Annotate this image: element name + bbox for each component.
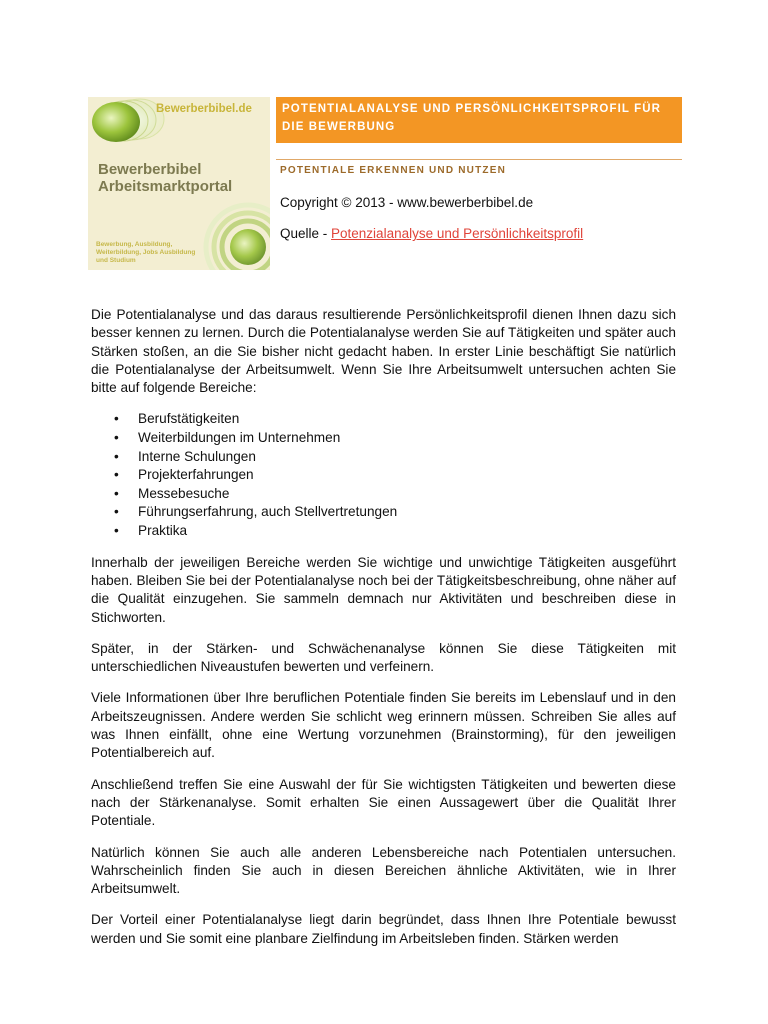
list-item: • Praktika — [138, 522, 676, 541]
logo-tagline: Bewerbung, Ausbildung, Weiterbildung, Jobs Ausbildung und Studium — [96, 241, 196, 264]
bewerberbibel-logo — [88, 97, 270, 270]
intro-paragraph: Die Potentialanalyse und das daraus resultierende Persönlichkeitsprofil dienen Ihnen dazu sich besser kennen zu lernen. Durch die Potentialanalyse werden Sie auf Tätigkeiten und später auch Stärken stoßen, an die Sie bisher nicht gedacht haben. In erster Linie beschäftigt Sie natürlich die Potentialanalyse der Arbeitsumwelt. Wenn Sie Ihre Arbeitsumwelt untersuchen achten Sie bitte auf folgende Bereiche: — [91, 307, 676, 396]
source-label: Quelle - — [280, 226, 332, 241]
paragraph-4: Viele Informationen über Ihre beruflichen Potentiale finden Sie bereits im Lebenslauf und in den Arbeitszeugnissen. Andere werden Sie schlicht weg erinnern müssen. Schreiben Sie alles auf was Ihnen einfällt, ohne eine Wertung vorzunehmen (Brainstorming), für den jeweiligen Potentialbereich auf. — [91, 690, 676, 761]
logo-title-line1: Bewerberbibel — [98, 161, 202, 178]
list-item: • Projekterfahrungen — [138, 466, 676, 485]
logo-title — [98, 161, 232, 195]
list-item: • Weiterbildungen im Unternehmen — [138, 429, 676, 448]
subheading: POTENTIALE ERKENNEN UND NUTZEN — [276, 159, 682, 176]
logo-title-line2: Arbeitsmarktportal — [98, 178, 233, 195]
source-link[interactable]: Potenzialanalyse und Persönlichkeitsprofil — [331, 226, 584, 241]
body-text — [91, 306, 676, 961]
list-item: • Berufstätigkeiten — [138, 410, 676, 429]
logo-url-text: Bewerberbibel.de — [156, 103, 252, 115]
paragraph-7: Der Vorteil einer Potentialanalyse liegt darin begründet, dass Ihnen Ihre Potentiale bewusst werden und Sie somit eine planbare Zielfindung im Arbeitsleben finden. Stärken werden — [91, 912, 676, 946]
areas-list — [91, 410, 676, 540]
paragraph-3: Später, in der Stärken- und Schwächenanalyse können Sie diese Tätigkeiten mit unterschiedlichen Niveaustufen bewerten und verfeinern. — [91, 640, 676, 675]
paragraph-5: Anschließend treffen Sie eine Auswahl der für Sie wichtigsten Tätigkeiten und bewerten diese nach der Stärkenanalyse. Somit erhalten Sie einen Aussagewert über die Qualität Ihrer Potentiale. — [91, 776, 676, 829]
banner-line2: DIE BEWERBUNG — [282, 121, 396, 133]
paragraph-2: Innerhalb der jeweiligen Bereiche werden Sie wichtige und unwichtige Tätigkeiten ausgeführt haben. Bleiben Sie bei der Potentialanalyse noch bei der Tätigkeitsbeschreibung, ohne näher auf die Qualität einzugehen. Sie sammeln demnach nur Aktivitäten und beschreiben diese in Stichworten. — [91, 554, 676, 625]
list-item: • Interne Schulungen — [138, 448, 676, 467]
source-line — [280, 226, 583, 241]
copyright-notice: Copyright © 2013 - www.bewerberbibel.de — [280, 195, 534, 210]
title-banner — [276, 97, 682, 143]
paragraph-6: Natürlich können Sie auch alle anderen Lebensbereiche nach Potentialen untersuchen. Wahrscheinlich finden Sie auch in diesen Bereichen ähnliche Aktivitäten, wie in Ihrer Arbeitsumwelt. — [91, 844, 676, 897]
banner-line1: POTENTIALANALYSE UND PERSÖNLICHKEITSPROFIL FÜR — [282, 103, 662, 115]
list-item: • Führungserfahrung, auch Stellvertretungen — [138, 503, 676, 522]
list-item: • Messebesuche — [138, 485, 676, 504]
